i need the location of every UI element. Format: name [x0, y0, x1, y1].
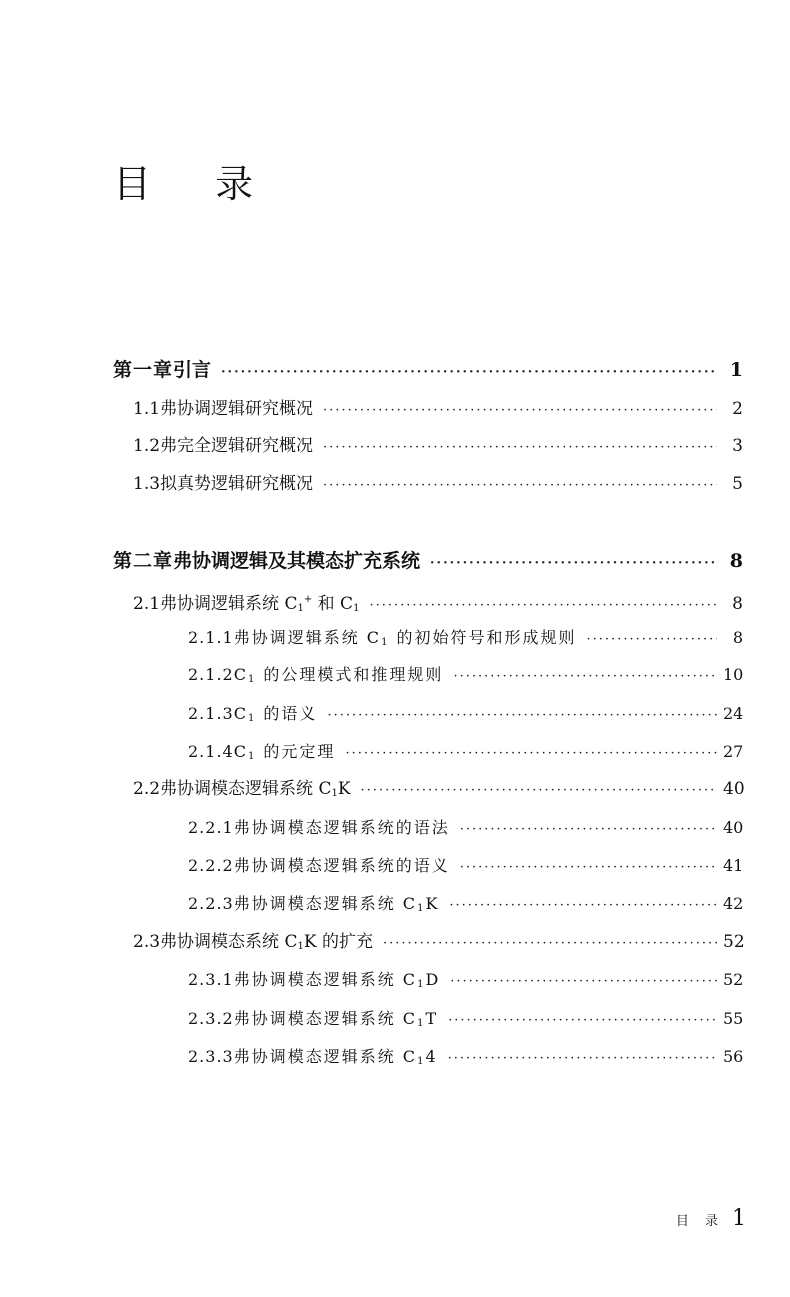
dot-leader — [460, 817, 717, 843]
dot-leader — [448, 1008, 717, 1034]
subsection-title: $C_1$ 的公理模式和推理规则 — [233, 665, 444, 685]
page-number: 40 — [723, 818, 744, 837]
dot-leader — [327, 703, 717, 729]
toc-entry-2-2[interactable] — [133, 776, 743, 807]
page-number: 5 — [732, 474, 743, 494]
section-number: 1.1 — [133, 399, 161, 419]
page-number: 52 — [723, 932, 745, 952]
folio-page-number: 1 — [732, 1206, 746, 1231]
toc-entry-2-3-1[interactable] — [188, 967, 743, 998]
section-title: 弗协调模态系统 $C_1K$ 的扩充 — [160, 932, 373, 952]
page-number: 27 — [723, 742, 744, 761]
dot-leader — [587, 627, 717, 653]
subsection-number: 2.2.3 — [188, 894, 234, 913]
dot-leader — [361, 778, 717, 804]
running-footer-label: 目 录 — [675, 1214, 724, 1229]
page-number: 8 — [729, 550, 743, 572]
subsection-number: 2.3.2 — [188, 1009, 234, 1028]
chapter-number: 第二章 — [113, 550, 174, 572]
page-number: 8 — [732, 594, 743, 614]
subsection-number: 2.1.1 — [188, 628, 234, 647]
section-title: 拟真势逻辑研究概况 — [160, 474, 314, 494]
page-number: 2 — [732, 399, 743, 419]
subsection-title: $C_1$ 的元定理 — [233, 742, 336, 762]
section-title: 弗协调逻辑系统 $C_1^+$ 和 $C_1$ — [160, 594, 360, 614]
toc-entry-2-1-2[interactable] — [188, 662, 743, 693]
toc-entry-2-1-3[interactable] — [188, 701, 743, 732]
dot-leader — [430, 551, 717, 577]
subsection-title: 弗协调模态逻辑系统的语法 — [233, 818, 450, 837]
subsection-number: 2.3.3 — [188, 1047, 234, 1066]
subsection-title: 弗协调模态逻辑系统 $C_1D$ — [233, 970, 441, 990]
page-number: 8 — [732, 628, 743, 647]
subsection-title: 弗协调逻辑系统 $C_1$ 的初始符号和形成规则 — [233, 628, 577, 648]
page-number: 42 — [723, 894, 744, 913]
dot-leader — [460, 855, 717, 881]
subsection-title: 弗协调模态逻辑系统 $C_1T$ — [233, 1009, 439, 1029]
toc-entry-2-3[interactable] — [133, 929, 743, 960]
toc-entry-2-1-1[interactable] — [188, 625, 743, 656]
page-number: 52 — [723, 970, 744, 989]
dot-leader — [450, 969, 717, 995]
dot-leader — [323, 473, 717, 499]
chapter-title: 弗协调逻辑及其模态扩充系统 — [173, 550, 421, 572]
toc-entry-2-2-2[interactable] — [188, 853, 743, 881]
subsection-title: 弗协调模态逻辑系统 $C_1K$ — [233, 894, 440, 914]
toc-entry-chapter-2[interactable] — [113, 548, 743, 577]
dot-leader — [221, 360, 717, 386]
page-number: 3 — [732, 436, 743, 456]
page-number: 56 — [723, 1047, 744, 1066]
dot-leader — [448, 1046, 717, 1072]
toc-entry-2-1[interactable] — [133, 587, 743, 622]
toc-entry-2-2-1[interactable] — [188, 815, 743, 843]
section-number: 2.2 — [133, 779, 161, 799]
subsection-number: 2.1.4 — [188, 742, 234, 761]
page-number: 41 — [723, 856, 744, 875]
subsection-number: 2.1.3 — [188, 704, 234, 723]
subsection-number: 2.3.1 — [188, 970, 234, 989]
dot-leader — [383, 931, 717, 957]
subsection-number: 2.2.2 — [188, 856, 234, 875]
dot-leader — [449, 893, 717, 919]
page-number: 40 — [723, 779, 745, 799]
section-number: 1.2 — [133, 436, 161, 456]
page-footer — [676, 1206, 746, 1231]
subsection-title: $C_1$ 的语义 — [233, 704, 318, 724]
toc-entry-1-1[interactable] — [133, 396, 743, 424]
subsection-title: 弗协调模态逻辑系统的语义 — [233, 856, 450, 875]
dot-leader — [453, 664, 717, 690]
section-number: 2.3 — [133, 932, 161, 952]
dot-leader — [369, 593, 717, 619]
toc-entry-2-3-3[interactable] — [188, 1044, 743, 1075]
subsection-title: 弗协调模态逻辑系统 $C_14$ — [233, 1047, 438, 1067]
section-title: 弗完全逻辑研究概况 — [160, 436, 314, 456]
toc-entry-1-2[interactable] — [133, 433, 743, 461]
toc-entry-chapter-1[interactable] — [113, 357, 743, 386]
dot-leader — [323, 435, 717, 461]
dot-leader — [345, 741, 717, 767]
subsection-number: 2.2.1 — [188, 818, 234, 837]
section-title: 弗协调逻辑研究概况 — [160, 399, 314, 419]
chapter-number: 第一章 — [113, 359, 174, 381]
page-number: 55 — [723, 1009, 744, 1028]
page-title: 目 录 — [113, 162, 280, 206]
page-number: 10 — [723, 665, 744, 684]
section-number: 1.3 — [133, 474, 161, 494]
page-number: 1 — [729, 359, 743, 381]
section-title: 弗协调模态逻辑系统 $C_1K$ — [160, 779, 351, 799]
toc-entry-1-3[interactable] — [133, 471, 743, 499]
toc-entry-2-2-3[interactable] — [188, 891, 743, 922]
chapter-title: 引言 — [173, 359, 212, 381]
toc-entry-2-1-4[interactable] — [188, 739, 743, 770]
subsection-number: 2.1.2 — [188, 665, 234, 684]
dot-leader — [323, 398, 717, 424]
section-number: 2.1 — [133, 594, 161, 614]
page-number: 24 — [723, 704, 744, 723]
toc-entry-2-3-2[interactable] — [188, 1006, 743, 1037]
